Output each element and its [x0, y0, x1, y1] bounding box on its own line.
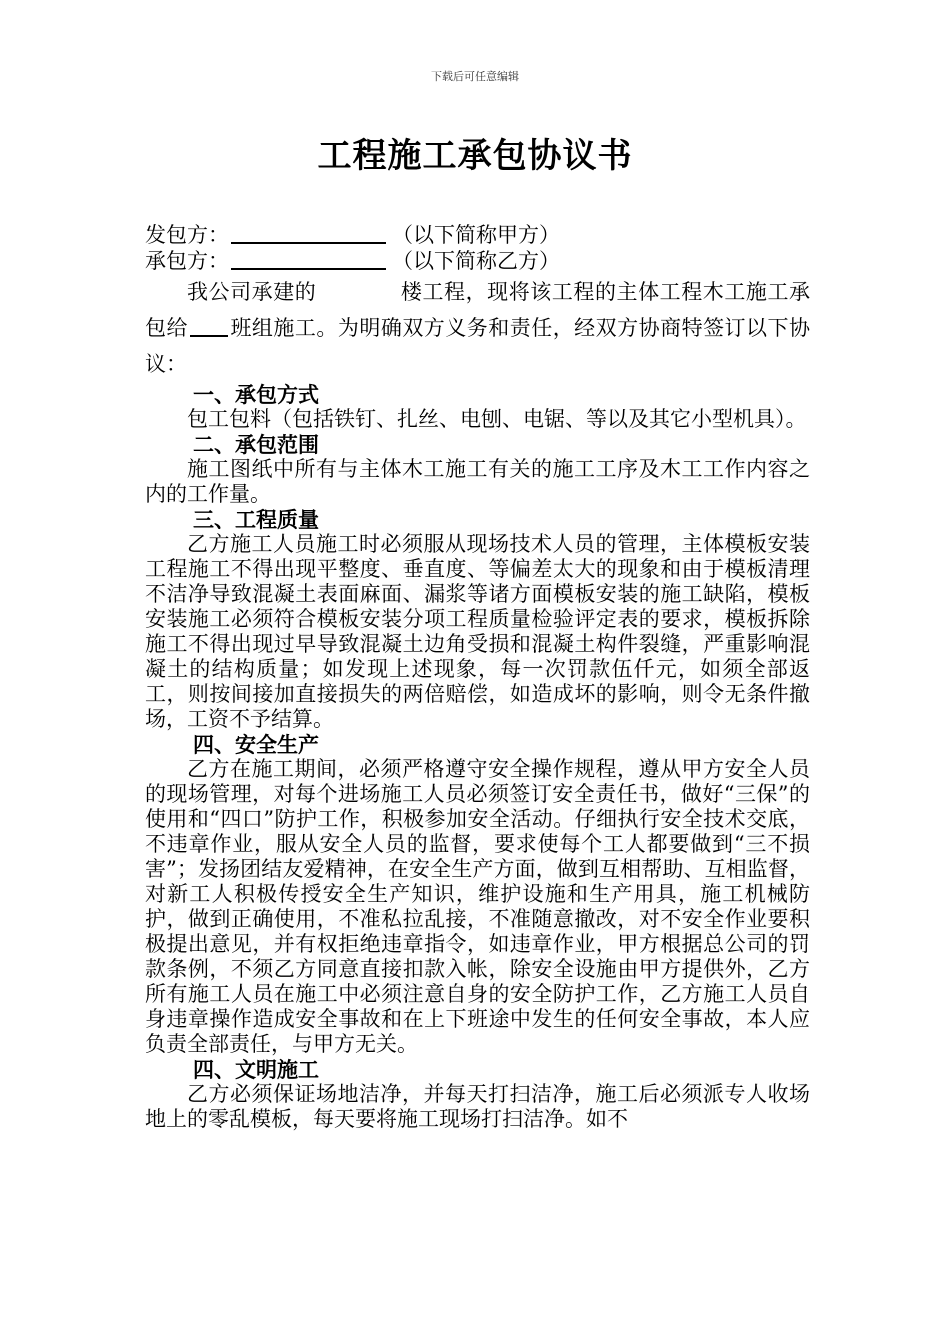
party-b-blank [231, 248, 386, 270]
section-heading-4: 四、安全生产 [193, 732, 319, 757]
document-body [145, 222, 810, 1132]
intro-part3: 班组施工。为明确双方义务和责任，经双方协商特签订以下协议： [145, 316, 811, 376]
party-b-label: 承包方： [145, 249, 229, 273]
party-b-line [145, 248, 810, 274]
team-blank [190, 315, 228, 337]
section-text-3: 乙方施工人员施工时必须服从现场技术人员的管理，主体模板安装工程施工不得出现平整度、垂直度、等偏差太大的现象和由于模板清理不洁净导致混凝土表面麻面、漏浆等诸方面模板安装的施工缺陷，模板安装施工必须符合模板安装分项工程质量检验评定表的要求，模板拆除施工不得出现过早导致混凝土边角受损和混凝土构件裂缝，严重影响混凝土的结构质量；如发现上述现象，每一次罚款伍仟元，如须全部返工，则按间接加直接损失的两倍赔偿，如造成坏的影响，则令无条件撤场，工资不予结算。 [145, 532, 810, 731]
section-heading-3: 三、工程质量 [193, 507, 319, 532]
intro-part2: 楼工程，现将该工程的主体工程木工施工承包给 [145, 280, 811, 340]
section-heading-1: 一、承包方式 [193, 382, 319, 407]
party-a-blank [231, 222, 386, 244]
section-text-1: 包工包料（包括铁钉、扎丝、电刨、电锯、等以及其它小型机具）。 [187, 407, 807, 431]
document-title: 工程施工承包协议书 [317, 136, 633, 176]
intro-part1: 我公司承建的 [187, 280, 317, 304]
page-header: 下载后可任意编辑 [431, 70, 519, 83]
section-heading-5: 四、文明施工 [193, 1057, 319, 1082]
section-text-4: 乙方在施工期间，必须严格遵守安全操作规程，遵从甲方安全人员的现场管理，对每个进场施工人员必须签订安全责任书，做好“三保”的使用和“四口”防护工作，积极参加安全活动。仔细执行安全技术交底，不违章作业，服从安全人员的监督，要求使每个工人都要做到“三不损害”；发扬团结友爱精神，在安全生产方面，做到互相帮助、互相监督，对新工人积极传授安全生产知识，维护设施和生产用具，施工机械防护，做到正确使用，不准私拉乱接，不准随意撤改，对不安全作业要积极提出意见，并有权拒绝违章指令，如违章作业，甲方根据总公司的罚款条例，不须乙方同意直接扣款入帐，除安全设施由甲方提供外，乙方所有施工人员在施工中必须注意自身的安全防护工作，乙方施工人员自身违章操作造成安全事故和在上下班途中发生的任何安全事故，本人应负责全部责任，与甲方无关。 [145, 757, 810, 1056]
party-a-label: 发包方： [145, 223, 229, 247]
section-text-2: 施工图纸中所有与主体木工施工有关的施工工序及木工工作内容之内的工作量。 [145, 457, 810, 506]
section-text-5: 乙方必须保证场地洁净，并每天打扫洁净，施工后必须派专人收场地上的零乱模板，每天要将施工现场打扫洁净。如不 [145, 1082, 810, 1131]
party-b-note: （以下简称乙方） [392, 249, 560, 273]
party-a-note: （以下简称甲方） [392, 223, 560, 247]
party-a-line [145, 222, 810, 248]
section-heading-2: 二、承包范围 [193, 432, 319, 457]
intro-paragraph [145, 274, 810, 382]
